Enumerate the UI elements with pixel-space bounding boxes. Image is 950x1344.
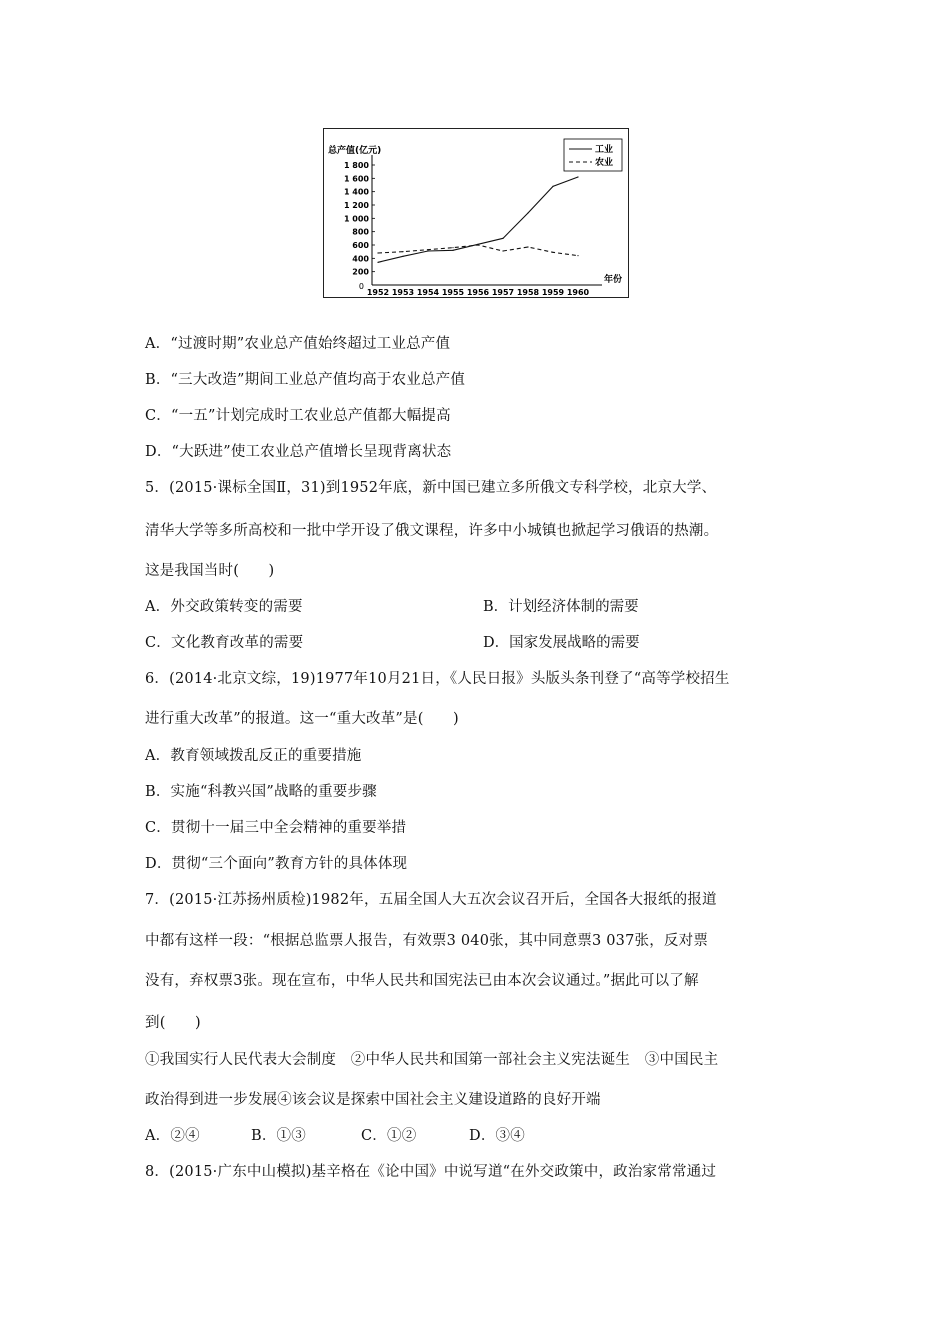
x-tick-label: 1953 — [391, 288, 415, 297]
data-point — [402, 256, 403, 257]
x-axis-label: 年份 — [604, 275, 623, 285]
y-tick-label: 600 — [352, 241, 369, 250]
origin-label: 0 — [358, 282, 364, 291]
q4-option-b: B．“三大改造”期间工业总产值均高于农业总产值 — [145, 372, 466, 388]
q5-option-a: A．外交政策转变的需要 — [145, 599, 303, 615]
q7-options-row — [145, 1126, 525, 1146]
q6-option-d: D．贯彻“三个面向”教育方针的具体体现 — [145, 856, 408, 872]
q6-option-a: A．教育领域拨乱反正的重要措施 — [145, 748, 362, 764]
q5-option-d: D．国家发展战略的需要 — [483, 635, 640, 651]
q6-stem-line: 进行重大改革”的报道。这一“重大改革”是( ) — [145, 711, 459, 727]
y-tick-label: 1 200 — [343, 201, 369, 210]
data-point — [502, 250, 503, 251]
data-point — [577, 255, 578, 256]
y-tick-label: 400 — [352, 254, 369, 264]
line-chart — [323, 128, 629, 298]
series-line-industry — [378, 177, 578, 262]
legend-label: 工业 — [595, 145, 614, 155]
x-tick-label: 1954 — [416, 288, 440, 297]
x-tick-label: 1957 — [491, 288, 515, 297]
series-line-agriculture — [378, 245, 578, 256]
q7-stem-line: 没有，弃权票3张。现在宣布，中华人民共和国宪法已由本次会议通过。”据此可以了解 — [145, 973, 699, 989]
q7-option-d: D．③④ — [469, 1128, 525, 1144]
q7-statement-line: ①我国实行人民代表大会制度 ②中华人民共和国第一部社会主义宪法诞生 ③中国民主 — [145, 1052, 719, 1068]
q4-option-a: A．“过渡时期”农业总产值始终超过工业总产值 — [145, 336, 451, 352]
q7-option-b: B．①③ — [251, 1128, 306, 1144]
x-tick-label: 1952 — [366, 288, 390, 297]
q5-option-b: B．计划经济体制的需要 — [483, 599, 639, 615]
q4-option-c: C．“一五”计划完成时工农业总产值都大幅提高 — [145, 408, 451, 424]
data-point — [402, 251, 403, 252]
x-tick-label: 1959 — [541, 288, 565, 297]
data-point — [577, 176, 578, 177]
data-point — [427, 250, 428, 251]
x-tick-label: 1958 — [516, 288, 540, 297]
y-tick-label: 1 800 — [343, 161, 369, 170]
q7-statement-line: 政治得到进一步发展④该会议是探索中国社会主义建设道路的良好开端 — [145, 1092, 601, 1108]
data-point — [452, 247, 453, 248]
legend-label: 农业 — [595, 158, 614, 168]
q7-stem-line: 7．(2015·江苏扬州质检)1982年，五届全国人大五次会议召开后，全国各大报纸的报道 — [145, 892, 717, 908]
q6-stem-line: 6．(2014·北京文综，19)1977年10月21日，《人民日报》头版头条刊登了“高等学校招生 — [145, 671, 730, 687]
chart-svg — [324, 129, 630, 299]
data-point — [552, 186, 553, 187]
x-tick-label: 1955 — [441, 288, 465, 297]
data-point — [377, 262, 378, 263]
q5-stem-line: 5．(2015·课标全国Ⅱ，31)到1952年底，新中国已建立多所俄文专科学校，北京大学、 — [145, 480, 717, 496]
data-point — [527, 246, 528, 247]
data-point — [377, 252, 378, 253]
data-point — [452, 250, 453, 251]
data-point — [427, 249, 428, 250]
q4-option-d: D．“大跃进”使工农业总产值增长呈现背离状态 — [145, 444, 452, 460]
y-tick-label: 1 600 — [343, 174, 369, 184]
q7-stem-line: 中都有这样一段：“根据总监票人报告，有效票3 040张，其中同意票3 037张，反对票 — [145, 933, 709, 949]
q7-option-a: A．②④ — [145, 1128, 200, 1144]
q7-stem-line: 到( ) — [145, 1015, 201, 1031]
y-tick-label: 1 400 — [343, 187, 369, 197]
y-tick-label: 200 — [352, 267, 369, 277]
data-point — [552, 252, 553, 253]
x-tick-label: 1960 — [566, 288, 590, 297]
data-point — [502, 238, 503, 239]
y-axis-label: 总产值(亿元) — [328, 146, 382, 156]
q5-stem-line: 清华大学等多所高校和一批中学开设了俄文课程，许多中小城镇也掀起学习俄语的热潮。 — [145, 523, 719, 539]
x-tick-label: 1956 — [466, 288, 490, 297]
q6-option-c: C．贯彻十一届三中全会精神的重要举措 — [145, 820, 407, 836]
legend-box — [564, 139, 622, 171]
q5-option-c: C．文化教育改革的需要 — [145, 635, 304, 651]
q7-option-c: C．①② — [361, 1128, 417, 1144]
data-point — [477, 244, 478, 245]
q5-stem-line: 这是我国当时( ) — [145, 563, 275, 579]
q8-stem-line: 8．(2015·广东中山模拟)基辛格在《论中国》中说写道“在外交政策中，政治家常常通过 — [145, 1164, 717, 1180]
data-point — [527, 212, 528, 213]
q6-option-b: B．实施“科教兴国”战略的重要步骤 — [145, 784, 377, 800]
y-tick-label: 800 — [352, 227, 369, 237]
y-tick-label: 1 000 — [343, 214, 369, 224]
